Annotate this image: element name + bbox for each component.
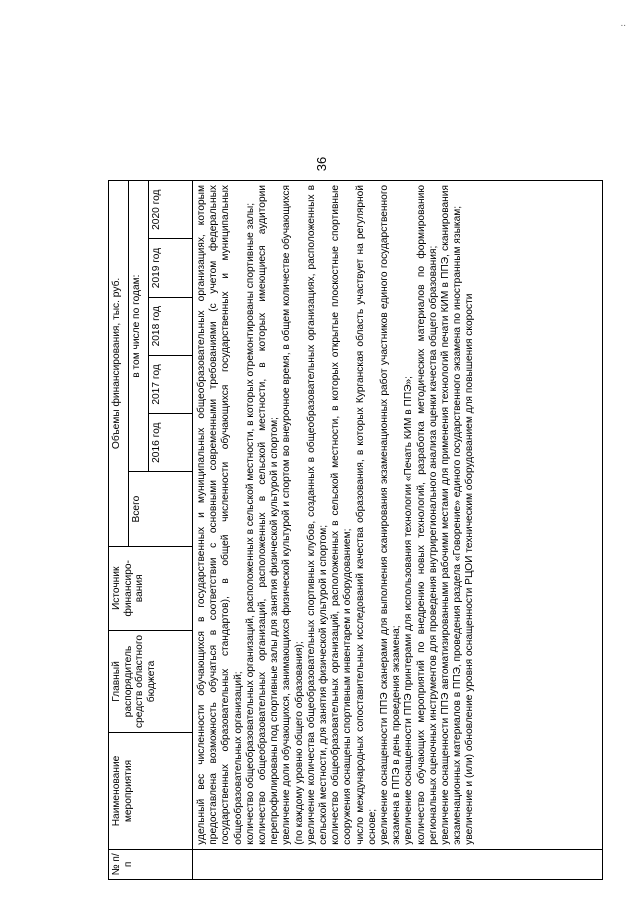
header-source: Источник финансиро-вания [109, 546, 193, 630]
header-volumes: Объемы финансирования, тыс. руб. [109, 181, 129, 547]
header-year-2018: 2018 год [149, 297, 193, 355]
header-year-2019: 2019 год [149, 239, 193, 297]
header-year-2020: 2020 год [149, 181, 193, 239]
corner-mark: .. [620, 18, 626, 29]
header-num: № п/п [109, 849, 193, 879]
cell-num-empty [193, 849, 603, 879]
header-name: Наименование мероприятия [109, 733, 193, 849]
page-number: 36 [314, 156, 329, 172]
indicator-item: увеличение оснащенности ППЭ сканерами для выполнения сканирования экзаменационных работ участников единого государственного экзамена в ППЭ в день проведения экзамена; [379, 185, 403, 845]
rotated-table-container [108, 180, 603, 880]
indicator-item: увеличение количества общеобразовательных спортивных клубов, созданных в общеобразовательных организациях, расположенных в сельской местности, для занятия физической культурой и спортом; [305, 185, 330, 845]
indicator-item: количество общеобразовательных организаций, расположенных в сельской местности, в которых имеющиеся аудитории перепрофилированы под спортивные залы для занятия физической культурой и спортом; [257, 185, 281, 845]
header-year-2017: 2017 год [149, 355, 193, 413]
indicator-item: увеличение оснащенности ППЭ автоматизированными рабочими местами для применения технологий печати КИМ в ППЭ, сканирования экзаменационных материалов в ППЭ, проведения раздела «Говорение» единого государственного экзамена по иностранным языкам; [440, 185, 464, 845]
indicator-item: удельный вес численности обучающихся в государственных и муниципальных общеобразовательных организациях, которым предоставлена возможность обучаться в соответствии с основными современными требованиями (с учетом федеральных государственных образовательных стандартов), в общей численности обучающихся государственных и муниципальных общеобразовательных организаций; [196, 185, 244, 845]
indicator-item: увеличение и (или) обновление уровня оснащенности РЦОИ техническим оборудованием для повышения скорости [464, 293, 476, 845]
indicator-item: количество общеобразовательных организаций, расположенных в сельской местности, в которых открытые плоскостные спортивные сооружения оснащены спортивным инвентарем и оборудованием; [330, 185, 354, 845]
header-year-2016: 2016 год [149, 414, 193, 472]
indicator-item: количество общеобразовательных организаций, расположенных в сельской местности, в которых отремонтированы спортивные залы; [244, 202, 256, 845]
header-by-years: в том числе по годам: [129, 181, 149, 472]
header-administrator: Главный распорядитель средств областного бюджета [109, 630, 193, 733]
header-total: Всего [129, 472, 193, 547]
indicator-item: увеличение оснащенности ППЭ принтерами для использования технологии «Печать КИМ в ППЭ»; [403, 375, 415, 845]
indicators-cell [193, 181, 603, 850]
indicator-item: число международных сопоставительных исследований качества образования, в которых Курганская область участвует на регулярной основе; [354, 185, 378, 845]
indicator-item: количество обучающих мероприятий по внедрению новых технологий, разработка методических материалов по формированию региональных оценочных инструментов для проведения внутрирегионального анализа оценки качества общего образования; [415, 185, 439, 845]
financing-table [108, 180, 603, 880]
indicator-item: увеличение доли обучающихся, занимающихся физической культурой и спортом во внеурочное время, в общем количестве обучающихся (по каждому уровню общего образования); [281, 185, 305, 845]
